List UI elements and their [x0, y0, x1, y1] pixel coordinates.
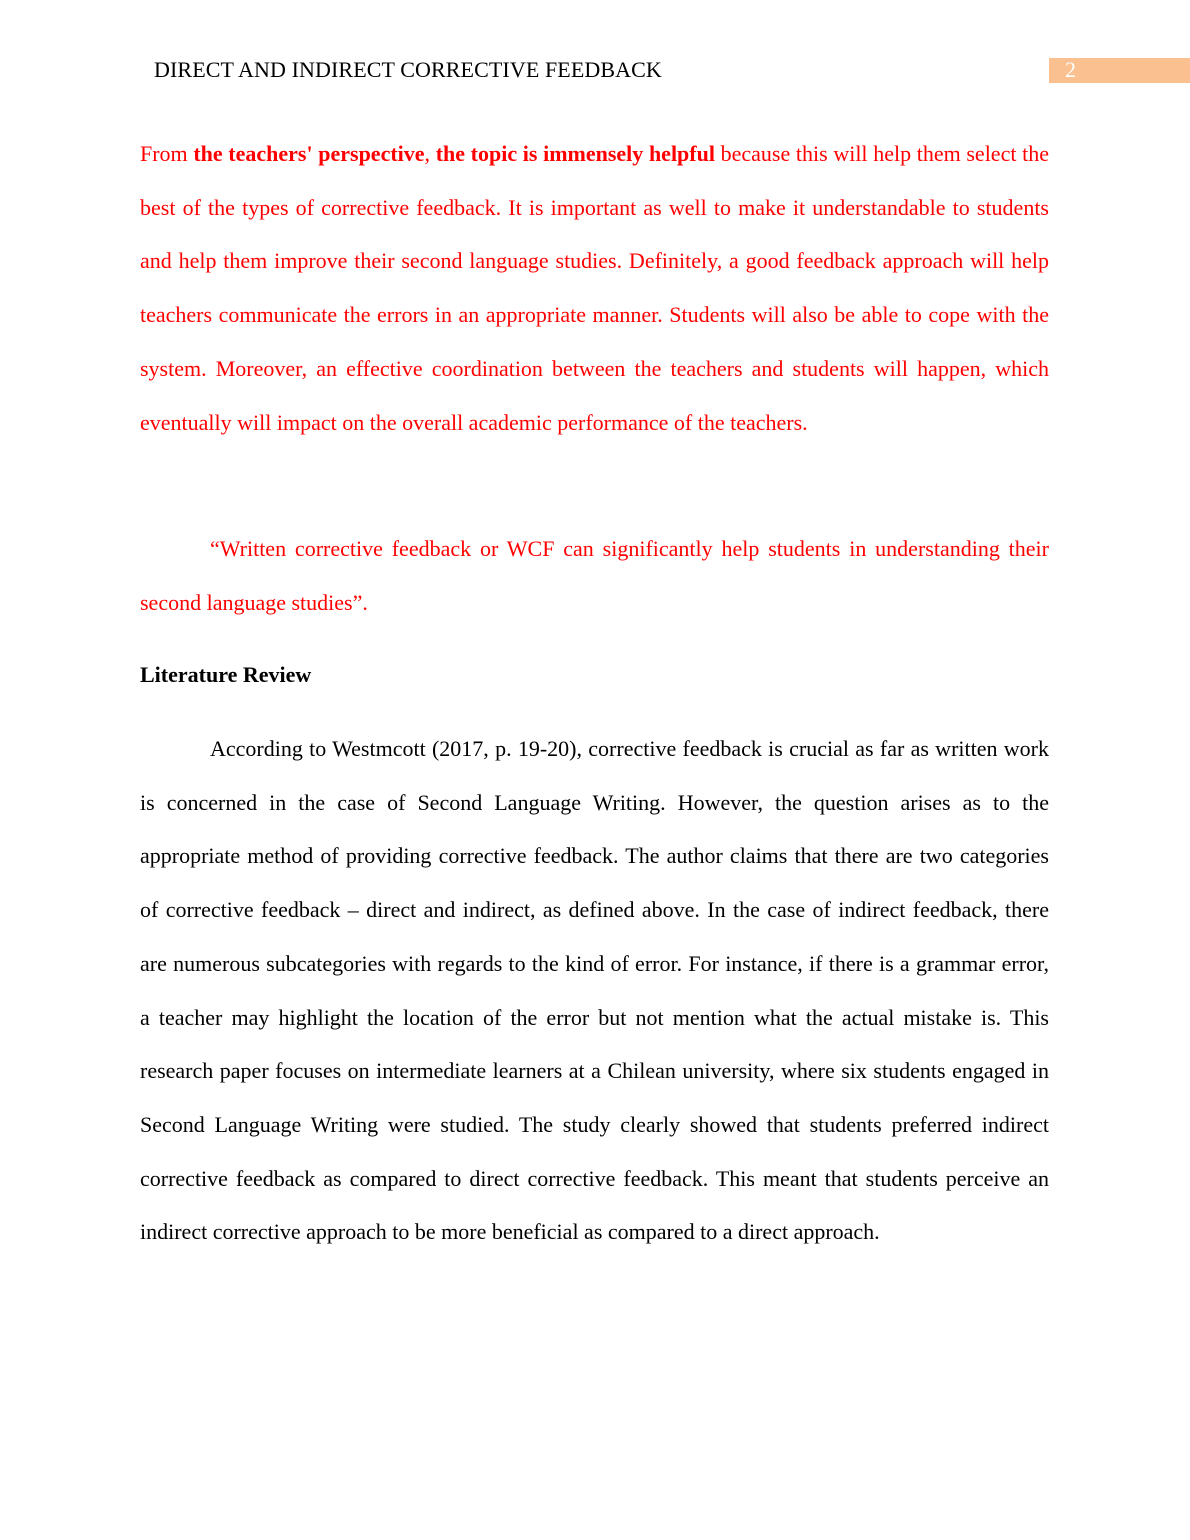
intro-paragraph	[140, 127, 1049, 449]
section-heading: Literature Review	[140, 662, 312, 687]
quote-text: “Written corrective feedback or WCF can significantly help students in understanding their second language studies”.	[140, 536, 1049, 615]
intro-rest: because this will help them select the best of the types of corrective feedback. It is important as well to make it understandable to students and help them improve their second language studies. Definitely, a good feedback approach will help teachers communicate the errors in an appropriate manner. Students will also be able to cope with the system. Moreover, an effective coordination between the teachers and students will happen, which eventually will impact on the overall academic performance of the teachers.	[140, 141, 1049, 435]
running-head: DIRECT AND INDIRECT CORRECTIVE FEEDBACK	[154, 57, 662, 82]
intro-lead: From	[140, 141, 194, 166]
intro-separator: ,	[424, 141, 436, 166]
intro-bold-helpful: the topic is immensely helpful	[435, 141, 715, 166]
literature-review-text: According to Westmcott (2017, p. 19-20), corrective feedback is crucial as far as written work is concerned in the case of Second Language Writing. However, the question arises as to the appropriate method of providing corrective feedback. The author claims that there are two categories of corrective feedback – direct and indirect, as defined above. In the case of indirect feedback, there are numerous subcategories with regards to the kind of error. For instance, if there is a grammar error, a teacher may highlight the location of the error but not mention what the actual mistake is. This research paper focuses on intermediate learners at a Chilean university, where six students engaged in Second Language Writing were studied. The study clearly showed that students preferred indirect corrective feedback as compared to direct corrective feedback. This meant that students perceive an indirect corrective approach to be more beneficial as compared to a direct approach.	[140, 736, 1049, 1245]
quote-paragraph	[140, 522, 1049, 629]
literature-review-paragraph	[140, 722, 1049, 1259]
page-number-box	[1049, 58, 1190, 83]
intro-bold-perspective: the teachers' perspective	[193, 141, 425, 166]
page-number: 2	[1065, 57, 1076, 82]
